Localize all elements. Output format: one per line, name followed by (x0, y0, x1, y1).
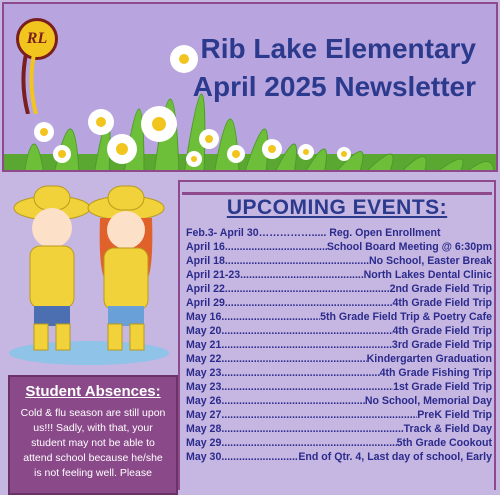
event-leader-dots (221, 408, 417, 422)
event-name: 1st Grade Field Trip (393, 381, 492, 393)
event-row (186, 338, 492, 352)
event-name: 4th Grade Fishing Trip (379, 367, 492, 379)
event-name: No School, Easter Break (368, 255, 492, 267)
event-leader-dots (221, 338, 392, 352)
event-date: April 29 (186, 297, 225, 309)
event-leader-dots (221, 352, 366, 366)
event-date: May 23 (186, 367, 222, 379)
event-date: May 23 (186, 381, 222, 393)
event-name: PreK Field Trip (417, 409, 492, 421)
event-leader-dots (221, 436, 396, 450)
feathers-icon (18, 54, 48, 114)
event-date: April 16 (186, 241, 225, 253)
event-leader-dots (221, 450, 298, 464)
event-row (186, 296, 492, 310)
event-name: Track & Field Day (403, 423, 492, 435)
event-leader-dots (221, 324, 392, 338)
event-row (186, 240, 492, 254)
event-name: End of Qtr. 4, Last day of school, Early (298, 451, 492, 463)
event-row-enrollment: Feb.3- April 30……………..... Reg. Open Enrollment (186, 227, 441, 239)
event-row (186, 380, 492, 394)
event-leader-dots (225, 282, 390, 296)
event-leader-dots (221, 394, 365, 408)
events-divider (182, 192, 492, 195)
event-date: May 27 (186, 409, 222, 421)
event-leader-dots (221, 380, 393, 394)
event-leader-dots (225, 254, 369, 268)
event-date: May 30 (186, 451, 222, 463)
header-banner (2, 2, 498, 172)
event-name: No School, Memorial Day (364, 395, 492, 407)
event-date: May 26 (186, 395, 222, 407)
event-date: May 28 (186, 423, 222, 435)
event-name: 5th Grade Cookout (396, 437, 492, 449)
title-line-1: Rib Lake Elementary (200, 33, 476, 64)
event-date: May 16 (186, 311, 222, 323)
event-name: 4th Grade Field Trip (392, 297, 492, 309)
event-row (186, 310, 492, 324)
events-list (186, 226, 492, 464)
event-date: May 20 (186, 325, 222, 337)
event-date: April 21-23 (186, 269, 241, 281)
event-leader-dots (240, 268, 363, 282)
event-row (186, 324, 492, 338)
event-leader-dots (225, 240, 327, 254)
kids-in-raincoats-illustration (4, 178, 174, 368)
event-date: May 21 (186, 339, 222, 351)
event-leader-dots (221, 310, 320, 324)
absences-heading: Student Absences: (25, 383, 161, 400)
event-name: School Board Meeting @ 6:30pm (326, 241, 492, 253)
event-name: Kindergarten Graduation (366, 353, 492, 365)
event-row (186, 268, 492, 282)
event-date: April 18 (186, 255, 225, 267)
events-heading: UPCOMING EVENTS: (226, 196, 448, 219)
event-name: 4th Grade Field Trip (392, 325, 492, 337)
event-leader-dots (221, 422, 403, 436)
event-row (186, 394, 492, 408)
absences-body: Cold & flu season are still upon us!!! Sadly, with that, your student may not be able to attend school because he/she is not feeling well. Please (20, 407, 166, 479)
event-date: May 29 (186, 437, 222, 449)
event-name: 5th Grade Field Trip & Poetry Cafe (320, 311, 492, 323)
event-name: North Lakes Dental Clinic (363, 269, 492, 281)
event-row (186, 436, 492, 450)
logo-text: RL (26, 30, 48, 47)
event-date: May 22 (186, 353, 222, 365)
newsletter-title (193, 30, 476, 106)
event-row (186, 450, 492, 464)
event-row (186, 352, 492, 366)
upcoming-events-panel (178, 180, 496, 490)
event-row (186, 282, 492, 296)
event-leader-dots (225, 296, 393, 310)
student-absences-box (8, 375, 178, 495)
event-leader-dots (221, 366, 379, 380)
event-name: 2nd Grade Field Trip (389, 283, 492, 295)
event-row (186, 408, 492, 422)
event-row (186, 254, 492, 268)
event-row (186, 366, 492, 380)
event-date: April 22 (186, 283, 225, 295)
event-name: 3rd Grade Field Trip (391, 339, 492, 351)
event-row (186, 422, 492, 436)
title-line-2: April 2025 Newsletter (192, 71, 476, 102)
